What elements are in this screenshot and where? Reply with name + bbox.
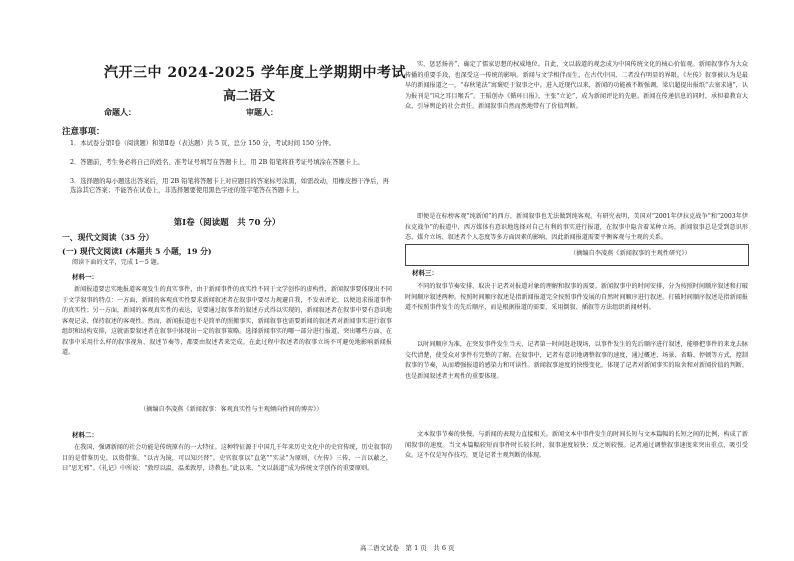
setter-label: 命题人： — [104, 107, 136, 117]
note-item: 3．选择题的每小题选出答案后，用 2B 铅笔将答题卡上对应题目的答案标号涂黑，如需改动，用橡皮擦干净后，再选涂其它答案；不能答在试卷上，非选择题要使用黑色字迹的签字笔答在答题卡上。 — [70, 178, 389, 194]
material2-citation: （摘编自李凌燕《新闻叙事的主观性研究》） — [570, 250, 691, 257]
material2-label: 材料二： — [72, 431, 98, 439]
material3-text: 文本叙事节奏的快慢，与新闻的表现力直接相关。新闻文本中事件发生的时间长短与文本篇幅的长短之间的比例，构成了新闻叙事的速度。当文本篇幅较短而事件时长较长时，叙事速度较快；反之则较慢。记者通过调整叙事速度来突出重点，吸引受众。这不仅是写作技巧，更是记者主观判断的体现。 — [405, 431, 748, 459]
note-item: 1．本试卷分第Ⅰ卷（阅读题）和第Ⅱ卷（表达题）共 5 页，总分 150 分，考试时间 150 分钟。 — [70, 140, 335, 147]
material1-text: 新闻报道要忠实地报道客观发生的真实事件，由于新闻事件的真实性不同于文学创作的虚构性，新闻叙事要体现出不同于文学叙事的特点：一方面，新闻的客观真实性要求新闻叙述者在叙事中要尽力规避自我，不发表评论，以便追求报道事件的真实性；另一方面，新闻的客观真实性的表达，是要通过叙事者的叙述方式得以实现的，新闻叙述者在叙事中要有意识地客观记录、保持叙述的客观性。然而，新闻报道也不是简单的照搬事实，新闻叙事也需要新闻的叙述者对新闻事实进行叙事组织和结构安排，这就需要叙述者在叙事中体现出一定的叙事策略。选择新闻事实的哪一部分进行报道、突出哪些方面、在叙事中采用什么样的叙事视角、叙述节奏等，都要由叙述者来完成。在此过程中叙述者的叙事立场不可避免地影响新闻报道。 — [62, 286, 392, 356]
subsection-heading: (一) 现代文阅读Ⅰ (本题共 5 小题，19 分) — [62, 247, 212, 256]
section-heading: 一、现代文阅读（35 分） — [62, 233, 154, 242]
right-continued-text: 实，惩恶扬善”，确定了儒家思想的权威地位。自此，文以载道的观念成为中国传统文化的核心价值观。新闻叙事作为大众传播的重要手段，也深受这一传统的影响。新闻与文学相伴而生，在古代中国，二者没有明显的界限。《左传》叙事被认为是最早的新闻报道之一，“春秋笔法”寓褒贬于叙事之中。进入近现代以来，新闻的功能被不断强调，梁启超提出报纸“去塞求通”，认为报刊是“国之耳目喉舌”。王韬创办《循环日报》，主张“立论”，成为新闻评论的先驱。新闻在传递信息的同时，承担着教育大众、引导舆论的社会责任，新闻叙事自然而然地带有了价值判断。 — [405, 61, 748, 110]
notes-heading: 注意事项： — [62, 127, 105, 137]
exam-subject: 高二语文 — [222, 89, 275, 104]
right-paragraph: 即便是在标榜客观“纯新闻”的西方，新闻叙事也无法做到纯客观。有研究表明，美国对“2001年伊拉克战争”和“2003年伊拉克战争”的报道中，西方媒体有意识地选择对自己有利的事实进行报道，在叙事中隐含着某种立场。新闻叙事总是受到意识形态、媒介立场、叙述者个人态度等多方面因素的影响，因此新闻报道需要平衡客观与主观的关系。 — [405, 213, 748, 241]
instruction-text: 阅读下面的文字，完成 1～5 题。 — [72, 259, 163, 266]
exam-title: 汽开三中 2024-2025 学年度上学期期中考试 — [104, 65, 406, 81]
material2-text: 在我国，强调新闻的社会功能是传统原有的一大特征。这种特征源于中国几千年来历史文化中的史官传统，历史叙事的目的是借鉴历史，以资借鉴。“以古为镜，可以知兴替”。史官叙事以“直笔”“实录”为原则，《左传》三传，一言以蔽之，曰“思无邪”。《礼记》中所说：“敦厚以温，温柔敦厚，诗教也。”此以来，“文以载道”成为传统文学创作的重要原则。 — [62, 444, 392, 472]
page-footer: 高二语文试卷 第 1 页 共 6 页 — [360, 544, 455, 552]
note-item: 2．答题前，考生务必将自己的姓名、准考证号填写在答题卡上，用 2B 铅笔将准考证号填涂在答题卡上。 — [70, 159, 364, 166]
material3-text: 不同的叙事节奏安排，取决于记者对报道对象的理解和叙事的需要。新闻叙事中的时间安排，分为按照时间顺序叙述和打破时间顺序叙述两种。按照时间顺序叙述是指新闻报道完全按照事件发展的自然时间顺序进行叙述。打破时间顺序叙述是指新闻报道不按照事件发生的先后顺序，而是根据报道的需要，采用倒叙、插叙等方法组织新闻材料。 — [405, 283, 748, 311]
material3-text: 以时间顺序为准，在突发事件发生当天，记者第一时间赶赴现场，以事件发生的先后顺序进行叙述，能够把事件的来龙去脉交代清楚，使受众对事件有完整的了解。在叙事中，记者有意识地调整叙事的速度，通过概述、场景、省略、停顿等方式，控制叙事的节奏，从而增强报道的感染力和可读性。新闻叙事速度的快慢变化，体现了记者对新闻事实的取舍和对新闻价值的判断，也是新闻叙述者主观性的重要体现。 — [405, 341, 748, 380]
part1-heading: 第Ⅰ卷（阅读题 共 70 分） — [173, 218, 281, 228]
reviewer-label: 审题人： — [246, 107, 278, 117]
material3-label: 材料三： — [412, 269, 438, 277]
material1-label: 材料一： — [72, 273, 98, 281]
material1-citation: （摘编自李凌燕《新闻叙事：客观真实性与主观倾向性间的博弈》） — [140, 406, 323, 413]
